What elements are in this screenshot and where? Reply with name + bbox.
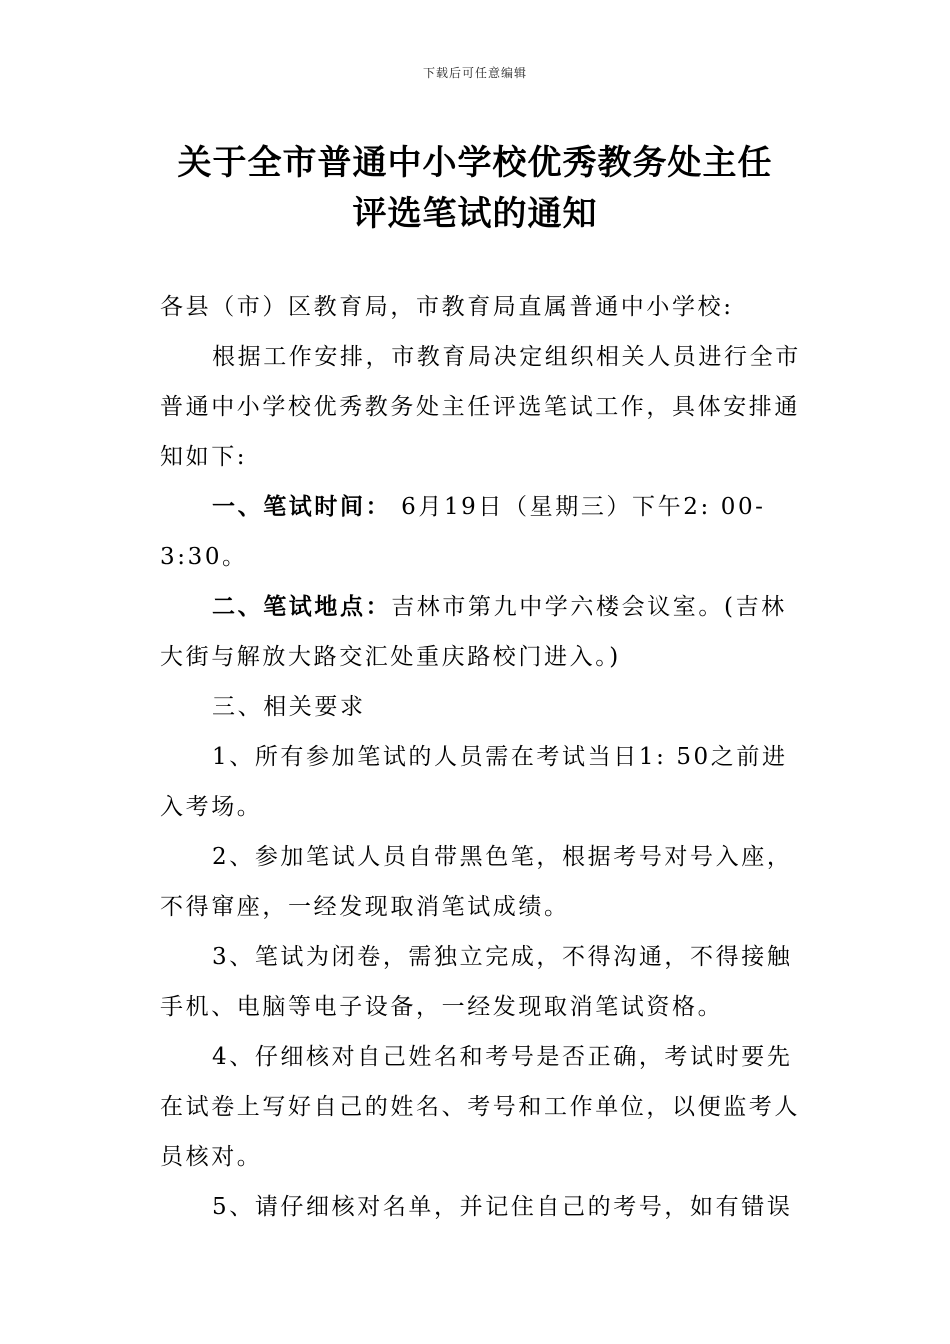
document-title-line-1: 关于全市普通中小学校优秀教务处主任 xyxy=(177,143,773,183)
document-title-line-2: 评选笔试的通知 xyxy=(352,194,598,234)
salutation: 各县（市）区教育局，市教育局直属普通中小学校: xyxy=(160,294,734,320)
paragraph-line: 手机、电脑等电子设备，一经发现取消笔试资格。 xyxy=(160,994,724,1020)
requirement-item: 2、参加笔试人员自带黑色笔，根据考号对号入座， xyxy=(212,844,793,870)
document-body xyxy=(160,282,805,1232)
requirement-item: 5、请仔细核对名单，并记住自己的考号，如有错误 xyxy=(212,1194,793,1220)
paragraph-line: 普通中小学校优秀教务处主任评选笔试工作，具体安排通 xyxy=(160,394,800,420)
exam-time-value: 6月19日（星期三）下午2: 00- xyxy=(391,494,766,520)
requirements-heading: 三、相关要求 xyxy=(212,694,366,720)
requirement-item: 3、笔试为闭卷，需独立完成，不得沟通，不得接触 xyxy=(212,944,793,970)
header-note: 下载后可任意编辑 xyxy=(422,66,527,80)
exam-location-value: 吉林市第九中学六楼会议室。(吉林 xyxy=(391,594,787,620)
exam-location-line xyxy=(160,582,805,632)
paragraph-line: 大街与解放大路交汇处重庆路校门进入。) xyxy=(160,644,621,670)
paragraph-line: 在试卷上写好自己的姓名、考号和工作单位，以便监考人 xyxy=(160,1094,800,1120)
exam-time-label: 一、笔试时间： xyxy=(212,493,392,520)
exam-time-line xyxy=(160,482,805,532)
exam-location-label: 二、笔试地点： xyxy=(212,593,392,620)
paragraph-line: 员核对。 xyxy=(160,1144,263,1170)
requirement-item: 1、所有参加笔试的人员需在考试当日1: 50之前进 xyxy=(212,744,788,770)
paragraph-line: 3:30。 xyxy=(160,544,248,570)
requirement-item: 4、仔细核对自己姓名和考号是否正确，考试时要先 xyxy=(212,1044,793,1070)
paragraph-line: 根据工作安排，市教育局决定组织相关人员进行全市 xyxy=(212,344,801,370)
paragraph-line: 入考场。 xyxy=(160,794,263,820)
paragraph-line: 不得窜座，一经发现取消笔试成绩。 xyxy=(160,894,570,920)
paragraph-line: 知如下: xyxy=(160,444,248,470)
